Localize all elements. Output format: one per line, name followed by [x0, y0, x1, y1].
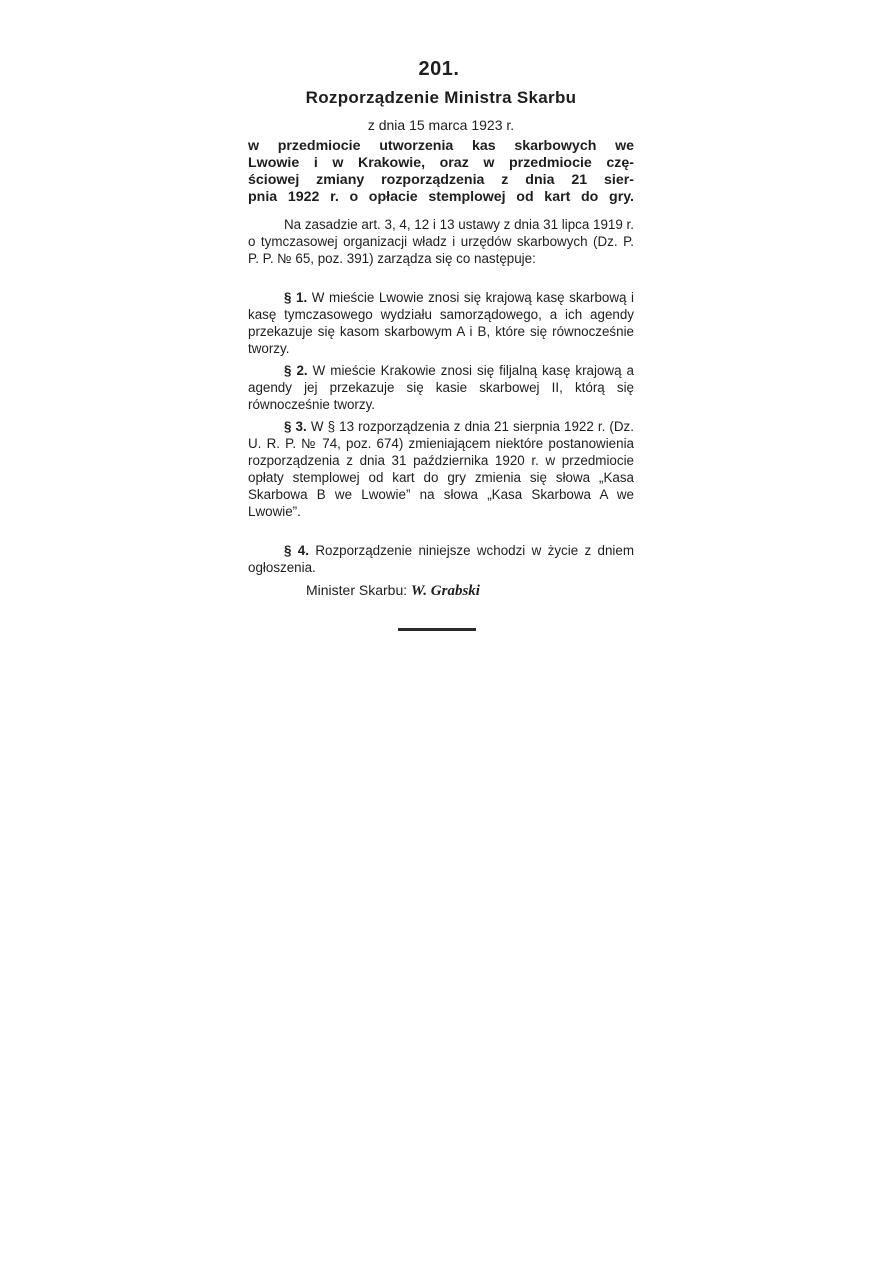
section-1	[248, 289, 634, 357]
section-text: W § 13 rozporządzenia z dnia 21 sierpnia 1922 r. (Dz. U. R. P. № 74, poz. 674) zmieniającem niektóre postanowienia rozporządzenia z dnia 31 października 1920 r. w przedmiocie opłaty stemplowej od kart do gry zmienia się słowa „Kasa Skarbowa B we Lwowie” na słowa „Kasa Skarbowa A we Lwowie”.	[248, 419, 634, 519]
section-4	[248, 542, 634, 576]
section-2	[248, 362, 634, 413]
section-mark: § 1.	[284, 290, 308, 305]
preamble-paragraph	[248, 216, 634, 267]
signature-label: Minister Skarbu:	[306, 582, 408, 598]
document-title: Rozporządzenie Ministra Skarbu	[305, 88, 577, 107]
subject-line: pnia 1922 r. o opłacie stemplowej od kart do gry.	[248, 189, 634, 205]
signature-name: W. Grabski	[411, 583, 480, 599]
section-text: W mieście Lwowie znosi się krajową kasę skarbową i kasę tymczasowego wydziału samorządowego, a ich agendy przekazuje się kasom skarbowym A i B, które się równocześnie tworzy.	[248, 290, 634, 356]
section-text: Rozporządzenie niniejsze wchodzi w życie z dniem ogłoszenia.	[248, 543, 634, 575]
closing-rule	[398, 628, 476, 631]
section-text: W mieście Krakowie znosi się filjalną kasę krajową a agendy jej przekazuje się kasie skarbowej II, którą się równocześnie tworzy.	[248, 363, 634, 412]
subject-line: w przedmiocie utworzenia kas skarbowych we	[248, 138, 634, 154]
section-mark: § 2.	[284, 363, 308, 378]
preamble-text: Na zasadzie art. 3, 4, 12 i 13 ustawy z dnia 31 lipca 1919 r. o tymczasowej organizacji władz i urzędów skarbowych (Dz. P. P. P. № 65, poz. 391) zarządza się co następuje:	[248, 217, 634, 266]
section-mark: § 4.	[284, 543, 309, 558]
document-date: z dnia 15 marca 1923 r.	[367, 117, 515, 133]
section-mark: § 3.	[284, 419, 307, 434]
section-3	[248, 418, 634, 520]
signature-block	[306, 582, 626, 600]
subject-line: Lwowie i w Krakowie, oraz w przedmiocie czę-	[248, 155, 634, 171]
document-subject	[248, 138, 634, 206]
document-number: 201.	[418, 58, 460, 80]
subject-line: ściowej zmiany rozporządzenia z dnia 21 sier-	[248, 172, 634, 188]
